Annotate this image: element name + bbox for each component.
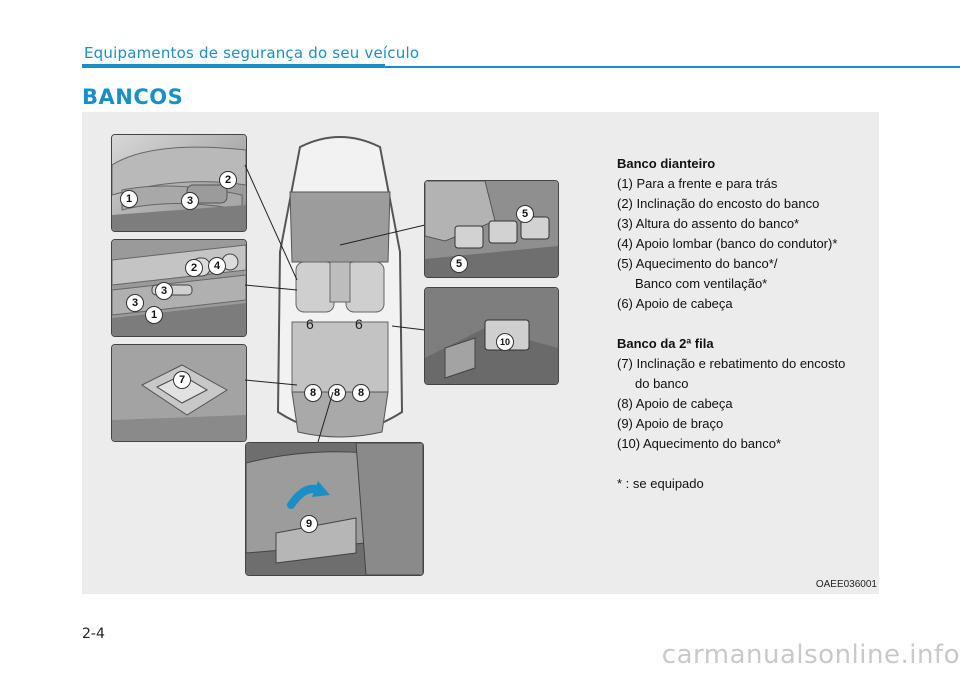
rear-seat-heading: Banco da 2ª fila [617, 336, 714, 351]
footnote: * : se equipado [617, 476, 704, 491]
page-title: BANCOS [82, 85, 184, 109]
legend-item: (7) Inclinação e rebatimento do encosto [617, 356, 846, 371]
legend-item: (5) Aquecimento do banco*/ [617, 256, 778, 271]
rear-seat-lever-illustration [112, 345, 246, 441]
callout-9: 9 [300, 515, 318, 533]
legend-spacer [617, 454, 871, 474]
page-number: 2-4 [82, 626, 105, 642]
seat-heater-switches-illustration [425, 181, 558, 277]
callout-3: 3 [126, 294, 144, 312]
header-rule-line [385, 66, 960, 68]
callout-5: 5 [450, 255, 468, 273]
rear-seat-lever-inset [111, 344, 247, 442]
legend-item: (10) Aquecimento do banco* [617, 436, 782, 451]
headrest-label-6: 6 [306, 316, 314, 332]
headrest-label-6: 6 [355, 316, 363, 332]
front-seat-heading: Banco dianteiro [617, 156, 716, 171]
legend-spacer [617, 314, 871, 334]
callout-1: 1 [145, 306, 163, 324]
legend-item: (8) Apoio de cabeça [617, 396, 733, 411]
callout-8: 8 [304, 384, 322, 402]
callout-3: 3 [155, 282, 173, 300]
legend-item-continuation: do banco [635, 376, 689, 391]
callout-5: 5 [516, 205, 534, 223]
seat-heater-switches-inset [424, 180, 559, 278]
callout-3: 3 [181, 192, 199, 210]
rear-seat-heater-inset [424, 287, 559, 385]
legend-item-continuation: Banco com ventilação* [635, 276, 768, 291]
callout-1: 1 [120, 190, 138, 208]
callout-4: 4 [208, 257, 226, 275]
section-header-title: Equipamentos de segurança do seu veículo [84, 44, 420, 62]
rear-armrest-inset [245, 442, 424, 576]
legend-item: (3) Altura do assento do banco* [617, 216, 800, 231]
legend-item: (2) Inclinação do encosto do banco [617, 196, 820, 211]
legend-item: (9) Apoio de braço [617, 416, 724, 431]
callout-8: 8 [352, 384, 370, 402]
rear-armrest-illustration [246, 443, 423, 575]
watermark: carmanualsonline.info [661, 640, 960, 670]
callout-2: 2 [185, 259, 203, 277]
callout-7: 7 [173, 371, 191, 389]
front-seat-controls-inset [111, 239, 247, 337]
legend-item: (4) Apoio lombar (banco do condutor)* [617, 236, 838, 251]
rear-seat-heater-illustration [425, 288, 558, 384]
front-seat-controls-illustration [112, 240, 246, 336]
figure-code: OAEE036001 [815, 579, 877, 590]
legend-item: (1) Para a frente e para trás [617, 176, 778, 191]
callout-8: 8 [328, 384, 346, 402]
header-rule [82, 64, 385, 68]
callout-10: 10 [496, 333, 514, 351]
seat-legend [617, 154, 871, 494]
legend-item: (6) Apoio de cabeça [617, 296, 733, 311]
callout-2: 2 [219, 171, 237, 189]
